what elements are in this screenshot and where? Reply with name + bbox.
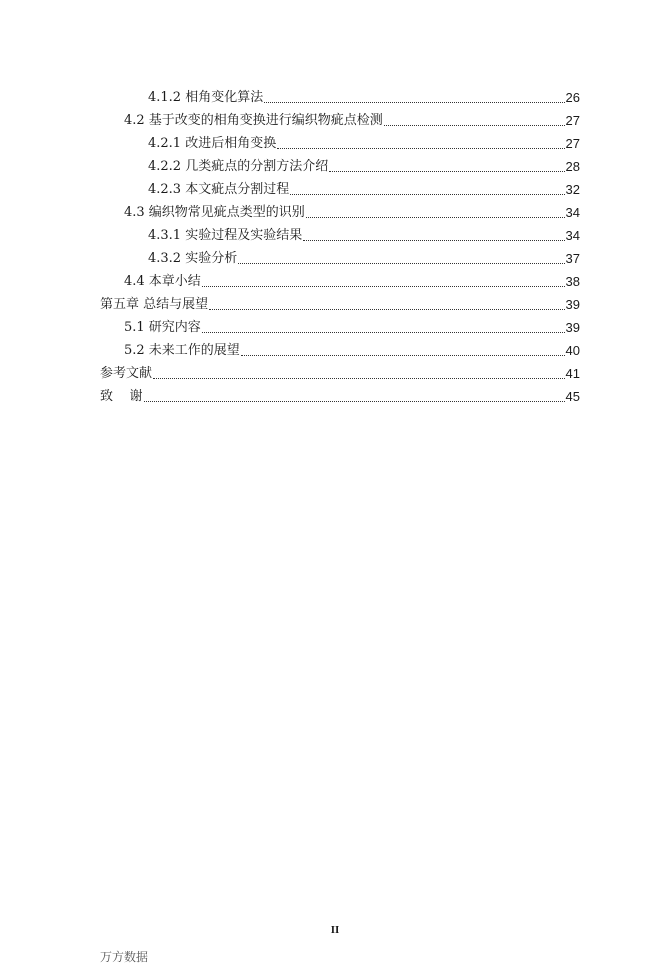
toc-leader-dots [384, 124, 565, 126]
toc-entry-4-2-3[interactable] [148, 176, 580, 198]
toc-entry-page: 32 [565, 182, 580, 197]
toc-entry-label: 4.2 基于改变的相角变换进行编织物疵点检测 [124, 113, 383, 128]
toc-entry-label: 4.3.1 实验过程及实验结果 [148, 228, 303, 243]
toc-leader-dots [264, 101, 564, 103]
toc-entry-4-2[interactable] [124, 107, 580, 129]
toc-entry-page: 34 [565, 205, 580, 220]
toc-entry-label: 4.3.2 实验分析 [148, 251, 238, 266]
toc-entry-label: 第五章 总结与展望 [100, 297, 209, 312]
toc-leader-dots [144, 400, 565, 402]
toc-leader-dots [241, 354, 565, 356]
toc-entry-page: 27 [565, 113, 580, 128]
toc-entry-label: 5.2 未来工作的展望 [124, 343, 240, 358]
watermark: 万方数据 [100, 950, 149, 964]
toc-entry-label: 4.2.3 本文疵点分割过程 [148, 182, 290, 197]
toc-leader-dots [153, 377, 565, 379]
toc-entry-label: 5.1 研究内容 [124, 320, 201, 335]
toc-leader-dots [238, 262, 564, 264]
toc-entry-page: 40 [565, 343, 580, 358]
toc-leader-dots [290, 193, 564, 195]
toc-leader-dots [202, 331, 565, 333]
page-number: II [330, 924, 340, 936]
toc-entry-page: 26 [565, 90, 580, 105]
toc-entry-page: 37 [565, 251, 580, 266]
toc-entry-page: 27 [565, 136, 580, 151]
toc-entry-label: 4.4 本章小结 [124, 274, 201, 289]
toc-entry-label: 4.3 编织物常见疵点类型的识别 [124, 205, 305, 220]
toc-entry-4-2-2[interactable] [148, 153, 580, 175]
toc-entry-page: 28 [565, 159, 580, 174]
toc-entry-4-3-1[interactable] [148, 222, 580, 244]
toc-entry-label: 参考文献 [100, 366, 153, 381]
toc-entry-page: 39 [565, 297, 580, 312]
toc-entry-4-1-2[interactable] [148, 84, 580, 106]
toc-entry-4-4[interactable] [124, 268, 580, 290]
toc-entry-label: 致 谢 [100, 389, 143, 404]
toc-leader-dots [329, 170, 564, 172]
toc-entry-page: 38 [565, 274, 580, 289]
toc-entry-label: 4.1.2 相角变化算法 [148, 90, 264, 105]
toc-entry-acknowledgements[interactable] [100, 383, 580, 405]
toc-entry-chapter-5[interactable] [100, 291, 580, 313]
toc-entry-page: 34 [565, 228, 580, 243]
toc-leader-dots [277, 147, 564, 149]
toc-entry-label: 4.2.2 几类疵点的分割方法介绍 [148, 159, 329, 174]
toc-entry-page: 41 [565, 366, 580, 381]
toc-leader-dots [209, 308, 564, 310]
toc-entry-4-2-1[interactable] [148, 130, 580, 152]
toc-entry-4-3-2[interactable] [148, 245, 580, 267]
toc-entry-page: 39 [565, 320, 580, 335]
toc-entry-references[interactable] [100, 360, 580, 382]
toc-leader-dots [306, 216, 565, 218]
toc-leader-dots [303, 239, 564, 241]
toc-leader-dots [202, 285, 565, 287]
toc-entry-4-3[interactable] [124, 199, 580, 221]
toc-entry-label: 4.2.1 改进后相角变换 [148, 136, 277, 151]
toc-entry-5-1[interactable] [124, 314, 580, 336]
toc-entry-page: 45 [565, 389, 580, 404]
toc-entry-5-2[interactable] [124, 337, 580, 359]
